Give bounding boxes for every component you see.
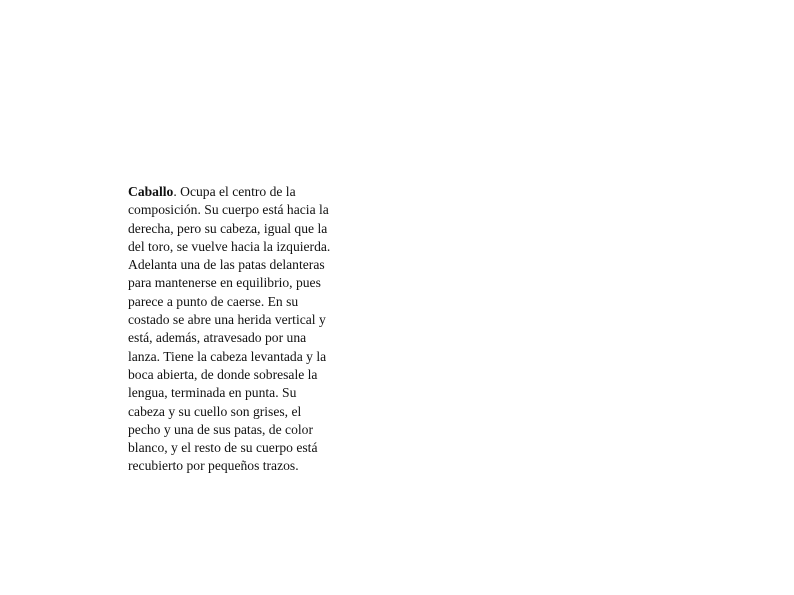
- line-text: . Ocupa el centro de la: [173, 184, 296, 199]
- paragraph-line: parece a punto de caerse. En su: [128, 293, 299, 309]
- paragraph-line: del toro, se vuelve hacia la izquierda.: [128, 238, 331, 254]
- paragraph-line: blanco, y el resto de su cuerpo está: [128, 440, 318, 456]
- paragraph-line: lengua, terminada en punta. Su: [128, 385, 297, 401]
- paragraph-line: lanza. Tiene la cabeza levantada y la: [128, 348, 327, 364]
- paragraph-line: pecho y una de sus patas, de color: [128, 421, 313, 437]
- paragraph-line: costado se abre una herida vertical y: [128, 312, 326, 328]
- paragraph-line: [128, 183, 376, 201]
- paragraph-line: para mantenerse en equilibrio, pues: [128, 275, 321, 291]
- term-heading: Caballo: [128, 184, 174, 199]
- description-paragraph: [128, 183, 376, 476]
- paragraph-line: está, además, atravesado por una: [128, 330, 307, 346]
- paragraph-line: boca abierta, de donde sobresale la: [128, 366, 318, 382]
- paragraph-line: cabeza y su cuello son grises, el: [128, 403, 302, 419]
- paragraph-line: Adelanta una de las patas delanteras: [128, 257, 325, 273]
- paragraph-line: composición. Su cuerpo está hacia la: [128, 202, 329, 218]
- paragraph-line: derecha, pero su cabeza, igual que la: [128, 220, 328, 236]
- paragraph-line: recubierto por pequeños trazos.: [128, 458, 299, 474]
